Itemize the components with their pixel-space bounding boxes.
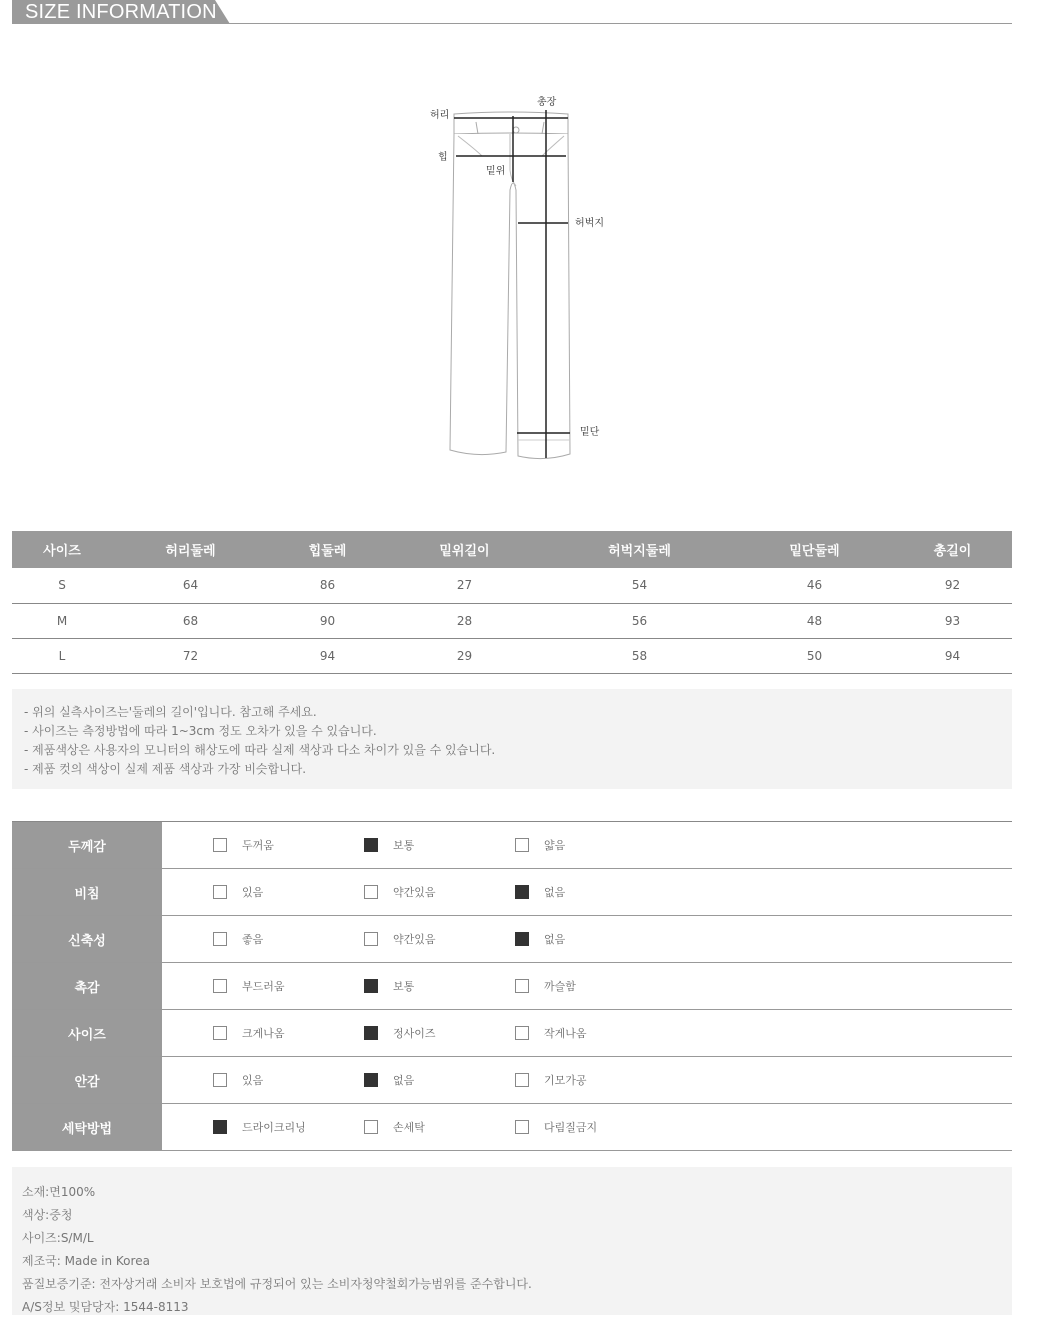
info-as-contact: A/S정보 및담당자: 1544-8113 [22, 1300, 189, 1314]
label-waist: 허리 [430, 110, 450, 121]
property-label: 신축성 [12, 916, 162, 962]
property-option [213, 1104, 306, 1150]
section-title: SIZE INFORMATION [25, 1, 217, 23]
checked-box-icon [364, 979, 378, 993]
unchecked-box-icon [213, 838, 227, 852]
label-thigh: 허벅지 [575, 218, 604, 229]
table-cell: 27 [386, 568, 543, 603]
property-option [515, 869, 565, 915]
property-row [12, 1057, 1012, 1104]
property-option [364, 963, 414, 1009]
property-option [515, 1010, 587, 1056]
unchecked-box-icon [364, 1120, 378, 1134]
header-length: 총길이 [893, 531, 1012, 568]
property-option [213, 916, 263, 962]
option-label: 두꺼움 [242, 839, 274, 852]
property-label: 사이즈 [12, 1010, 162, 1056]
option-label: 다림질금지 [544, 1121, 598, 1134]
note-line: - 제품색상은 사용자의 모니터의 해상도에 따라 실제 색상과 다소 차이가 있을 수 있습니다. [24, 743, 496, 757]
table-cell: 50 [736, 638, 893, 673]
table-cell: 48 [736, 603, 893, 638]
property-options [162, 963, 1012, 1009]
info-warranty: 품질보증기준: 전자상거래 소비자 보호법에 규정되어 있는 소비자청약철회가능범위를 준수합니다. [22, 1277, 532, 1291]
table-cell: 72 [112, 638, 269, 673]
option-label: 없음 [544, 933, 566, 946]
unchecked-box-icon [364, 885, 378, 899]
option-label: 좋음 [242, 933, 264, 946]
property-option [213, 1010, 285, 1056]
property-label: 촉감 [12, 963, 162, 1009]
info-sizes: 사이즈:S/M/L [22, 1231, 94, 1245]
property-option [364, 1010, 436, 1056]
table-cell: 94 [893, 638, 1012, 673]
checked-box-icon [364, 1026, 378, 1040]
option-label: 약간있음 [393, 933, 436, 946]
property-option [213, 869, 263, 915]
unchecked-box-icon [515, 979, 529, 993]
unchecked-box-icon [213, 1026, 227, 1040]
unchecked-box-icon [515, 1026, 529, 1040]
note-line: - 위의 실측사이즈는'둘레의 길이'입니다. 참고해 주세요. [24, 705, 317, 719]
option-label: 부드러움 [242, 980, 285, 993]
header-rise: 밑위길이 [386, 531, 543, 568]
info-color: 색상:중청 [22, 1208, 73, 1222]
table-cell: 86 [269, 568, 386, 603]
option-label: 까슬함 [544, 980, 576, 993]
table-cell: 93 [893, 603, 1012, 638]
header-thigh: 허벅지둘레 [543, 531, 736, 568]
pants-illustration [420, 90, 640, 470]
option-label: 작게나옴 [544, 1027, 587, 1040]
table-cell: 64 [112, 568, 269, 603]
checked-box-icon [364, 838, 378, 852]
unchecked-box-icon [213, 979, 227, 993]
pants-measurement-diagram [420, 90, 640, 470]
table-cell: 58 [543, 638, 736, 673]
property-option [364, 869, 436, 915]
property-option [364, 1104, 425, 1150]
property-label: 비침 [12, 869, 162, 915]
section-header [12, 0, 1012, 24]
table-row [12, 568, 1012, 603]
fabric-property-table [12, 821, 1012, 1151]
option-label: 보통 [393, 980, 415, 993]
size-table [12, 531, 1012, 674]
option-label: 없음 [393, 1074, 415, 1087]
property-options [162, 1104, 1012, 1150]
label-rise: 밑위 [486, 166, 506, 177]
info-material: 소재:면100% [22, 1185, 96, 1199]
label-total-length: 총장 [537, 97, 557, 108]
note-line: - 제품 컷의 색상이 실제 제품 색상과 가장 비슷합니다. [24, 762, 307, 776]
product-info [12, 1167, 1012, 1315]
note-line: - 사이즈는 측정방법에 따라 1~3cm 정도 오차가 있을 수 있습니다. [24, 724, 377, 738]
property-label: 두께감 [12, 822, 162, 868]
size-table-header [12, 531, 1012, 568]
property-option [515, 1104, 597, 1150]
table-cell: 29 [386, 638, 543, 673]
unchecked-box-icon [213, 932, 227, 946]
property-option [515, 963, 576, 1009]
property-option [364, 1057, 414, 1103]
table-cell: S [12, 568, 112, 603]
option-label: 기모가공 [544, 1074, 587, 1087]
unchecked-box-icon [515, 1120, 529, 1134]
property-options [162, 869, 1012, 915]
table-row [12, 603, 1012, 638]
table-cell: 90 [269, 603, 386, 638]
property-option [213, 1057, 263, 1103]
option-label: 없음 [544, 886, 566, 899]
option-label: 얇음 [544, 839, 566, 852]
option-label: 보통 [393, 839, 415, 852]
table-cell: 92 [893, 568, 1012, 603]
property-option [515, 822, 565, 868]
label-hem: 밑단 [580, 427, 600, 438]
table-cell: 68 [112, 603, 269, 638]
property-options [162, 916, 1012, 962]
header-hem: 밑단둘레 [736, 531, 893, 568]
table-cell: 46 [736, 568, 893, 603]
info-origin: 제조국: Made in Korea [22, 1254, 150, 1268]
checked-box-icon [515, 932, 529, 946]
size-notes [12, 689, 1012, 789]
property-options [162, 822, 1012, 868]
unchecked-box-icon [213, 885, 227, 899]
property-option [515, 916, 565, 962]
property-row [12, 869, 1012, 916]
header-size: 사이즈 [12, 531, 112, 568]
option-label: 손세탁 [393, 1121, 425, 1134]
property-options [162, 1010, 1012, 1056]
header-hip: 힙둘레 [269, 531, 386, 568]
property-label: 안감 [12, 1057, 162, 1103]
checked-box-icon [364, 1073, 378, 1087]
property-option [213, 963, 285, 1009]
property-option [364, 916, 436, 962]
property-row [12, 822, 1012, 869]
property-options [162, 1057, 1012, 1103]
property-option [515, 1057, 587, 1103]
property-option [364, 822, 414, 868]
option-label: 있음 [242, 886, 264, 899]
header-waist: 허리둘레 [112, 531, 269, 568]
unchecked-box-icon [515, 1073, 529, 1087]
table-cell: 94 [269, 638, 386, 673]
label-hip: 힙 [438, 152, 448, 163]
option-label: 크게나옴 [242, 1027, 285, 1040]
option-label: 약간있음 [393, 886, 436, 899]
property-row [12, 1010, 1012, 1057]
checked-box-icon [515, 885, 529, 899]
property-row [12, 916, 1012, 963]
property-row [12, 963, 1012, 1010]
table-cell: 56 [543, 603, 736, 638]
checked-box-icon [213, 1120, 227, 1134]
unchecked-box-icon [213, 1073, 227, 1087]
option-label: 드라이크리닝 [242, 1121, 306, 1134]
table-cell: 28 [386, 603, 543, 638]
option-label: 있음 [242, 1074, 264, 1087]
property-label: 세탁방법 [12, 1104, 162, 1150]
table-cell: L [12, 638, 112, 673]
property-row [12, 1104, 1012, 1151]
table-cell: 54 [543, 568, 736, 603]
table-row [12, 638, 1012, 673]
table-cell: M [12, 603, 112, 638]
unchecked-box-icon [364, 932, 378, 946]
option-label: 정사이즈 [393, 1027, 436, 1040]
unchecked-box-icon [515, 838, 529, 852]
property-option [213, 822, 274, 868]
